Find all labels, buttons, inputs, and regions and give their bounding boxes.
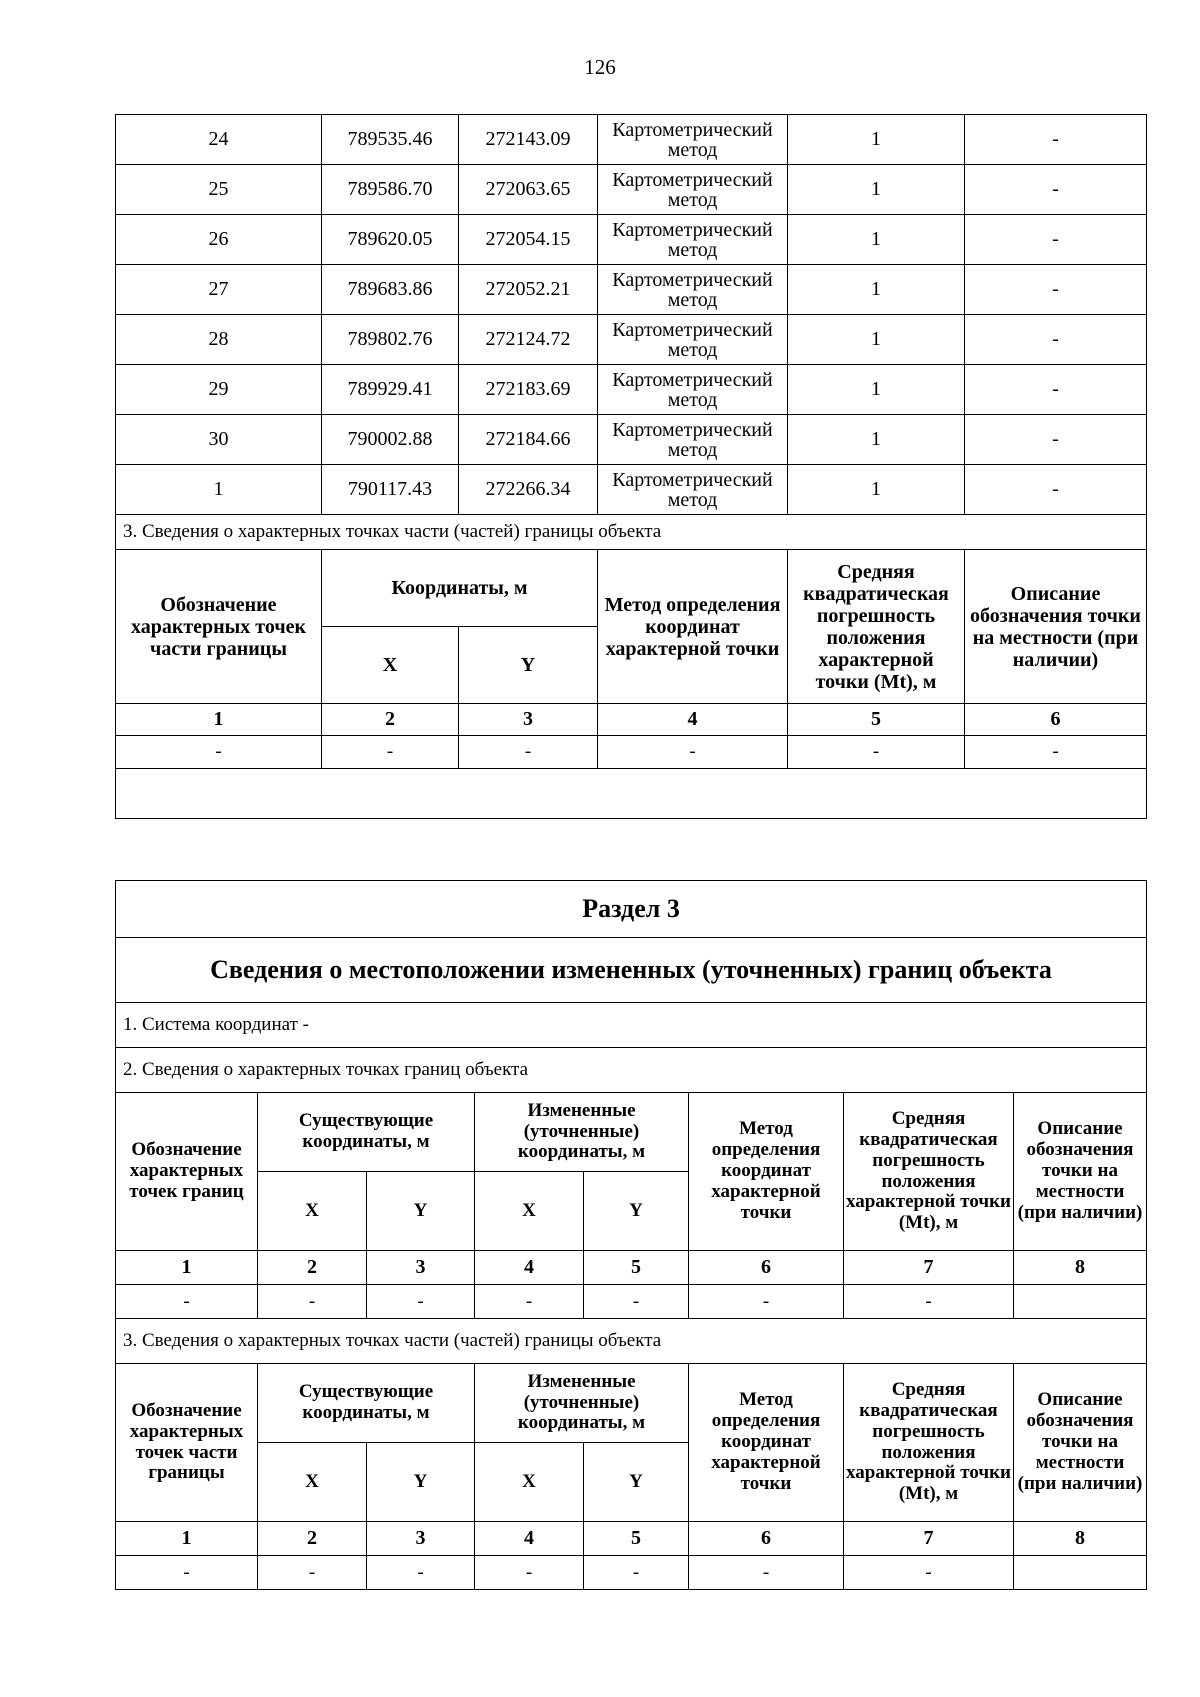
method: Картометрический метод [598, 465, 788, 515]
header-existing-coords: Существующие координаты, м [258, 1093, 475, 1172]
column-number: 8 [1014, 1251, 1147, 1285]
coord-y: 272054.15 [459, 215, 598, 265]
empty-cell: - [322, 736, 459, 769]
coord-y: 272052.21 [459, 265, 598, 315]
description: - [965, 215, 1147, 265]
point-id: 29 [116, 365, 322, 415]
column-number: 2 [258, 1251, 367, 1285]
coord-system-caption: 1. Система координат - [116, 1003, 1147, 1048]
empty-cell [1014, 1285, 1147, 1319]
empty-cell: - [116, 1285, 258, 1319]
empty-cell: - [689, 1556, 844, 1590]
header-changed-coords: Измененные (уточненные) координаты, м [475, 1093, 689, 1172]
header-accuracy: Средняя квадратическая погрешность положения характерной точки (Mt), м [844, 1093, 1014, 1251]
header-designation: Обозначение характерных точек части границы [116, 550, 322, 704]
point-id: 26 [116, 215, 322, 265]
method: Картометрический метод [598, 365, 788, 415]
column-number: 4 [475, 1522, 584, 1556]
header-accuracy: Средняя квадратическая погрешность положения характерной точки (Mt), м [844, 1364, 1014, 1522]
column-number: 6 [689, 1522, 844, 1556]
accuracy: 1 [788, 165, 965, 215]
description: - [965, 465, 1147, 515]
coord-y: 272183.69 [459, 365, 598, 415]
column-number: 6 [965, 704, 1147, 736]
coord-y: 272266.34 [459, 465, 598, 515]
header-x-existing: X [258, 1443, 367, 1522]
point-id: 25 [116, 165, 322, 215]
header-accuracy: Средняя квадратическая погрешность положения характерной точки (Mt), м [788, 550, 965, 704]
table-row [116, 115, 1147, 165]
column-number: 4 [598, 704, 788, 736]
header-y: Y [459, 627, 598, 704]
column-number: 2 [322, 704, 459, 736]
column-number: 1 [116, 704, 322, 736]
column-number: 3 [367, 1522, 475, 1556]
empty-cell: - [475, 1556, 584, 1590]
table-row [116, 315, 1147, 365]
coord-x: 790002.88 [322, 415, 459, 465]
empty-cell: - [965, 736, 1147, 769]
accuracy: 1 [788, 265, 965, 315]
header-coords: Координаты, м [322, 550, 598, 627]
section-3-table [115, 880, 1147, 1590]
description: - [965, 365, 1147, 415]
empty-cell: - [475, 1285, 584, 1319]
column-number: 8 [1014, 1522, 1147, 1556]
empty-cell: - [258, 1285, 367, 1319]
coord-y: 272143.09 [459, 115, 598, 165]
header-method: Метод определения координат характерной точки [689, 1093, 844, 1251]
accuracy: 1 [788, 415, 965, 465]
accuracy: 1 [788, 315, 965, 365]
column-number: 1 [116, 1251, 258, 1285]
method: Картометрический метод [598, 165, 788, 215]
empty-cell: - [788, 736, 965, 769]
header-description: Описание обозначения точки на местности (при наличии) [965, 550, 1147, 704]
header-method: Метод определения координат характерной точки [689, 1364, 844, 1522]
point-id: 28 [116, 315, 322, 365]
empty-cell: - [367, 1285, 475, 1319]
points-caption: 2. Сведения о характерных точках границ объекта [116, 1048, 1147, 1093]
description: - [965, 265, 1147, 315]
accuracy: 1 [788, 365, 965, 415]
column-number: 3 [367, 1251, 475, 1285]
table-row [116, 265, 1147, 315]
header-method: Метод определения координат характерной точки [598, 550, 788, 704]
accuracy: 1 [788, 215, 965, 265]
boundary-points-table-continued [115, 114, 1147, 819]
header-designation: Обозначение характерных точек части границы [116, 1364, 258, 1522]
table-row [116, 365, 1147, 415]
coord-x: 789802.76 [322, 315, 459, 365]
description: - [965, 115, 1147, 165]
header-x-changed: X [475, 1172, 584, 1251]
coord-x: 789535.46 [322, 115, 459, 165]
method: Картометрический метод [598, 265, 788, 315]
column-number: 3 [459, 704, 598, 736]
empty-cell: - [367, 1556, 475, 1590]
header-existing-coords: Существующие координаты, м [258, 1364, 475, 1443]
empty-cell: - [258, 1556, 367, 1590]
table-row [116, 215, 1147, 265]
section-title: Раздел 3 [116, 881, 1147, 938]
column-number: 7 [844, 1522, 1014, 1556]
coord-x: 789586.70 [322, 165, 459, 215]
header-x-changed: X [475, 1443, 584, 1522]
empty-cell: - [116, 736, 322, 769]
empty-cell: - [598, 736, 788, 769]
method: Картометрический метод [598, 215, 788, 265]
header-y-existing: Y [367, 1443, 475, 1522]
table-row [116, 415, 1147, 465]
header-changed-coords: Измененные (уточненные) координаты, м [475, 1364, 689, 1443]
table-row [116, 465, 1147, 515]
column-number: 4 [475, 1251, 584, 1285]
description: - [965, 315, 1147, 365]
coord-x: 789683.86 [322, 265, 459, 315]
empty-cell: - [584, 1285, 689, 1319]
blank-row [116, 769, 1147, 819]
header-designation: Обозначение характерных точек границ [116, 1093, 258, 1251]
column-number: 7 [844, 1251, 1014, 1285]
table-row [116, 165, 1147, 215]
coord-y: 272124.72 [459, 315, 598, 365]
header-x: X [322, 627, 459, 704]
part-points-caption: 3. Сведения о характерных точках части (частей) границы объекта [116, 515, 1147, 550]
description: - [965, 165, 1147, 215]
point-id: 24 [116, 115, 322, 165]
column-number: 1 [116, 1522, 258, 1556]
column-number: 5 [584, 1251, 689, 1285]
accuracy: 1 [788, 115, 965, 165]
column-number: 6 [689, 1251, 844, 1285]
coord-x: 789620.05 [322, 215, 459, 265]
header-description: Описание обозначения точки на местности (при наличии) [1014, 1364, 1147, 1522]
coord-x: 790117.43 [322, 465, 459, 515]
coord-y: 272063.65 [459, 165, 598, 215]
point-id: 30 [116, 415, 322, 465]
column-number: 2 [258, 1522, 367, 1556]
empty-cell: - [459, 736, 598, 769]
page-number: 126 [584, 55, 616, 79]
header-y-existing: Y [367, 1172, 475, 1251]
method: Картометрический метод [598, 415, 788, 465]
empty-cell: - [689, 1285, 844, 1319]
header-y-changed: Y [584, 1443, 689, 1522]
method: Картометрический метод [598, 315, 788, 365]
accuracy: 1 [788, 465, 965, 515]
method: Картометрический метод [598, 115, 788, 165]
empty-cell: - [844, 1285, 1014, 1319]
column-number: 5 [584, 1522, 689, 1556]
header-x-existing: X [258, 1172, 367, 1251]
empty-cell [1014, 1556, 1147, 1590]
section-subtitle: Сведения о местоположении измененных (уточненных) границ объекта [116, 938, 1147, 1003]
column-number: 5 [788, 704, 965, 736]
description: - [965, 415, 1147, 465]
point-id: 1 [116, 465, 322, 515]
empty-cell: - [584, 1556, 689, 1590]
empty-cell: - [116, 1556, 258, 1590]
coord-y: 272184.66 [459, 415, 598, 465]
header-description: Описание обозначения точки на местности (при наличии) [1014, 1093, 1147, 1251]
coord-x: 789929.41 [322, 365, 459, 415]
header-y-changed: Y [584, 1172, 689, 1251]
empty-cell: - [844, 1556, 1014, 1590]
point-id: 27 [116, 265, 322, 315]
part-points-caption: 3. Сведения о характерных точках части (частей) границы объекта [116, 1319, 1147, 1364]
